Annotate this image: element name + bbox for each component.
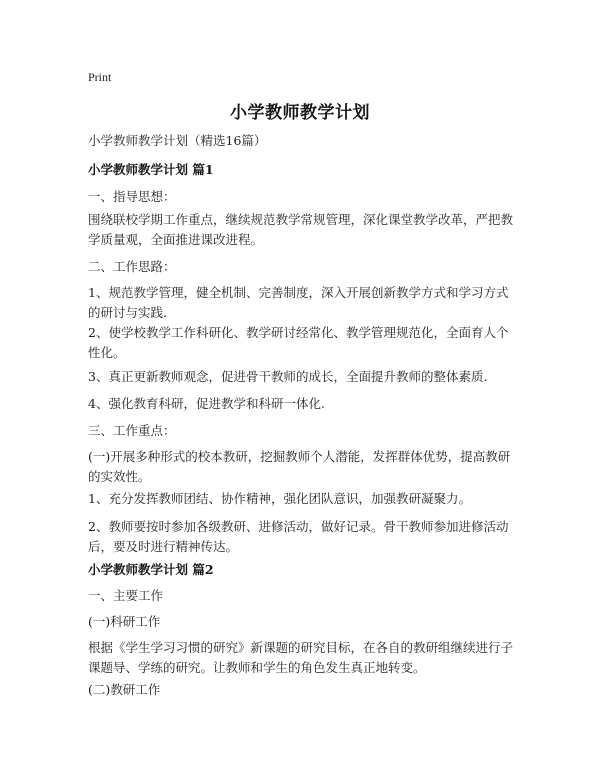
paragraph: (二)教研工作 [88, 682, 161, 697]
section-heading-2: 小学教师教学计划 篇2 [88, 562, 214, 577]
paragraph: 1、充分发挥教师团结、协作精神，强化团队意识，加强教研凝聚力。 [88, 491, 471, 506]
paragraph: 围绕联校学期工作重点，继续规范教学常规管理，深化课堂教学改革，严把教学质量观，全面推进课改进程。 [88, 212, 514, 247]
paragraph: 一、指导思想： [88, 189, 176, 204]
paragraph: 3、真正更新教师观念，促进骨干教师的成长，全面提升教师的整体素质. [88, 369, 488, 384]
document-title: 小学教师教学计划 [230, 103, 370, 123]
paragraph: 根据《学生学习习惯的研究》新课题的研究目标，在各自的教研组继续进行子课题导、学练的研究。让教师和学生的角色发生真正地转变。 [88, 640, 514, 675]
section-heading-1: 小学教师教学计划 篇1 [88, 162, 214, 177]
document-subtitle: 小学教师教学计划（精选16篇） [88, 133, 267, 148]
paragraph: 一、主要工作 [88, 588, 164, 603]
print-label: Print [88, 70, 112, 84]
paragraph: 三、工作重点： [88, 423, 176, 438]
paragraph: 4、强化教育科研，促进教学和科研一体化. [88, 396, 325, 411]
paragraph: (一)开展多种形式的校本教研，挖掘教师个人潜能，发挥群体优势，提高教研的实效性。 [88, 449, 511, 484]
paragraph: 2、使学校教学工作科研化、教学研讨经常化、教学管理规范化，全面育人个性化。 [88, 325, 509, 360]
paragraph: 2、教师要按时参加各级教研、进修活动，做好记录。骨干教师参加进修活动后，要及时进行精神传达。 [88, 519, 509, 554]
paragraph: 1、规范教学管理，健全机制、完善制度，深入开展创新教学方式和学习方式的研讨与实践. [88, 285, 509, 320]
paragraph: 二、工作思路： [88, 259, 176, 274]
paragraph: (一)科研工作 [88, 614, 161, 629]
